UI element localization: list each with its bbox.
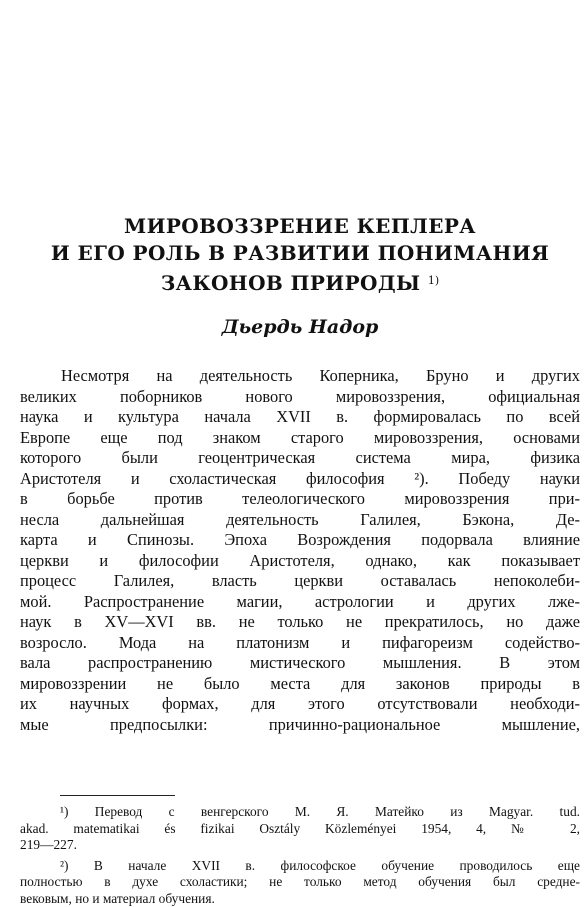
footnotes [20,804,580,907]
body-line: их научных формах, для этого отсутствовали необходи- [20,694,580,715]
footnote-1-line: 219—227. [20,837,580,854]
title-line-1: МИРОВОЗЗРЕНИЕ КЕПЛЕРА [20,213,580,240]
body-line: несла дальнейшая деятельность Галилея, Бэкона, Де- [20,510,580,531]
body-line: Несмотря на деятельность Коперника, Бруно и других [20,366,580,387]
footnote-1-line: akad. matematikai és fizikai Osztály Közleményei 1954, 4, № 2, [20,821,580,838]
body-line: мировоззрении не было места для законов природы в [20,674,580,695]
title-footnote-mark: 1) [428,274,439,287]
body-line: процесс Галилея, власть церкви оставалась непоколеби- [20,571,580,592]
body-line: церкви и философии Аристотеля, однако, как показывает [20,551,580,572]
body-line: которого были геоцентрическая система мира, физика [20,448,580,469]
title-line-3 [20,267,580,297]
body-line: мые предпосылки: причинно-рациональное мышление, [20,715,580,736]
body-line: наук в XV—XVI вв. не только не прекратилось, но даже [20,612,580,633]
title-line-2: И ЕГО РОЛЬ В РАЗВИТИИ ПОНИМАНИЯ [20,240,580,267]
footnote-divider [60,795,175,796]
body-line: наука и культура начала XVII в. формировалась по всей [20,407,580,428]
body-line: Европе еще под знаком старого мировоззрения, основами [20,428,580,449]
body-line: великих поборников нового мировоззрения, официальная [20,387,580,408]
article-title [20,213,580,297]
footnote-2-line: полностью в духе схоластики; не только метод обучения был средне- [20,874,580,891]
title-line-3-text: ЗАКОНОВ ПРИРОДЫ [161,271,421,295]
body-text [20,366,580,735]
author-name: Дьердь Надор [20,315,580,339]
body-line: в борьбе против телеологического мировоззрения при- [20,489,580,510]
footnote-2-line: ²) В начале XVII в. философское обучение проводилось еще [20,858,580,875]
body-line: возросло. Мода на платонизм и пифагореизм содейство- [20,633,580,654]
body-line: мой. Распространение магии, астрологии и других лже- [20,592,580,613]
body-line: карта и Спинозы. Эпоха Возрождения подорвала влияние [20,530,580,551]
footnote-1-line: ¹) Перевод с венгерского М. Я. Матейко из Magyar. tud. [20,804,580,821]
body-line: Аристотеля и схоластическая философия ²). Победу науки [20,469,580,490]
footnote-2-line: вековым, но и материал обучения. [20,891,580,907]
body-line: вала распространению мистического мышления. В этом [20,653,580,674]
